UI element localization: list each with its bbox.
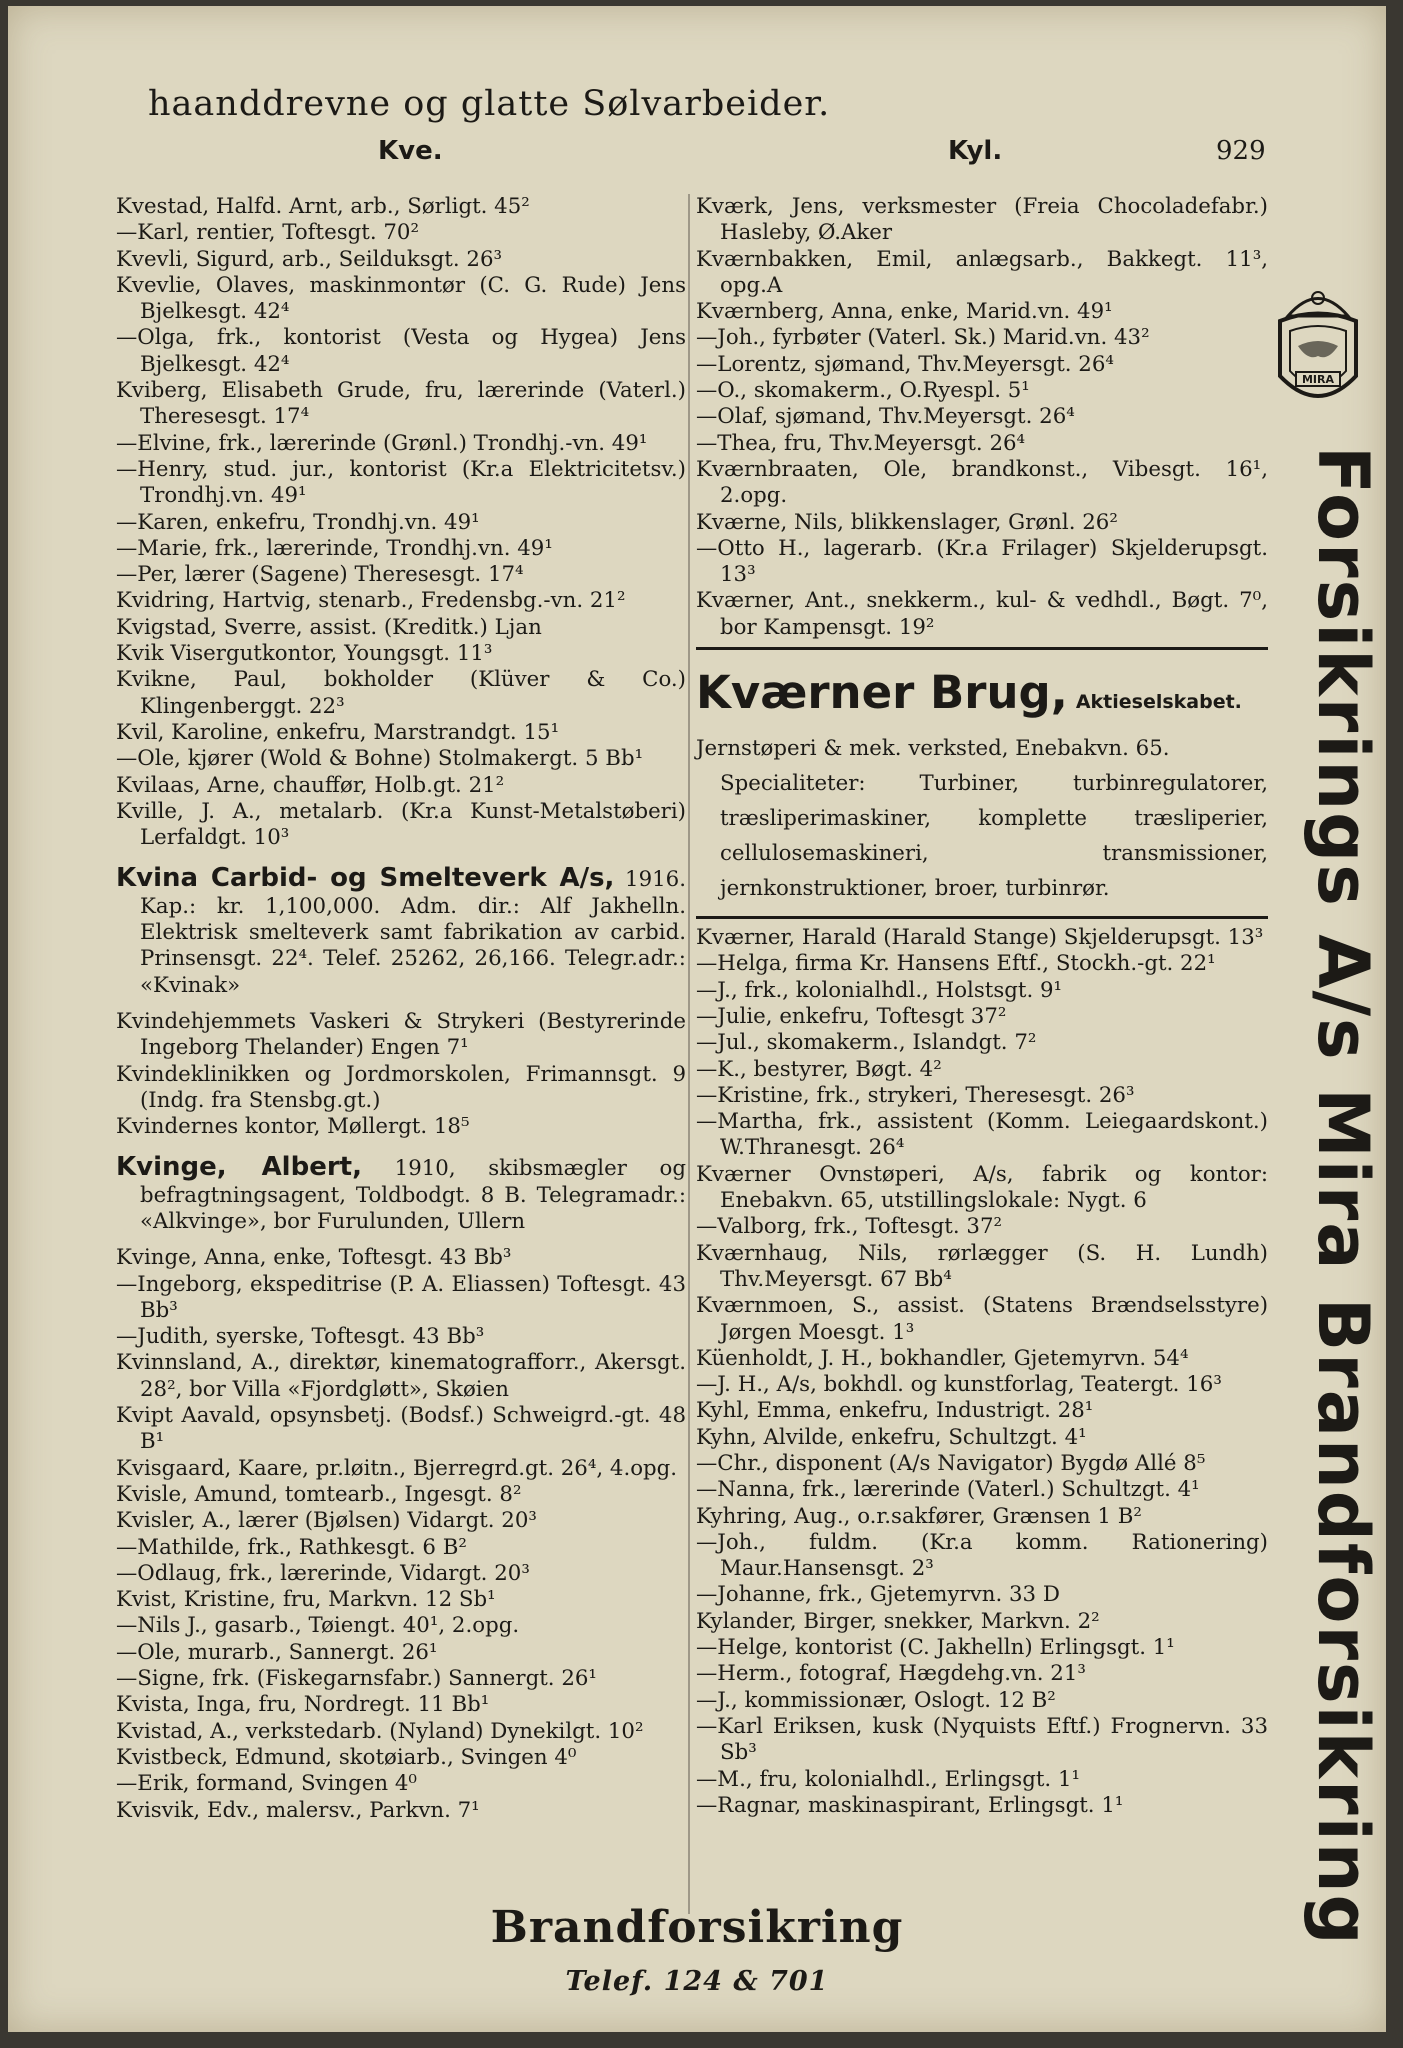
directory-entry: Kvestad, Halfd. Arnt, arb., Sørligt. 45² — [116, 194, 530, 219]
bottom-ad-phone: Telef. 124 & 701 — [565, 1966, 829, 1997]
directory-entry: —Mathilde, frk., Rathkesgt. 6 B² — [116, 1534, 467, 1560]
ad-line-1: Jernstøperi & mek. verksted, Enebakvn. 65. — [696, 736, 1170, 762]
header-left: Kve. — [378, 136, 443, 166]
directory-entry: —Joh., fuldm. (Kr.a komm. Rationering) Maur.Hansensgt. 2³ — [696, 1529, 1268, 1582]
directory-entry: —Ole, murarb., Sannergt. 26¹ — [116, 1639, 438, 1665]
directory-entry: Kvisvik, Edv., malersv., Parkvn. 7¹ — [116, 1797, 480, 1823]
directory-entry: —M., fru, kolonialhdl., Erlingsgt. 1¹ — [696, 1766, 1081, 1792]
directory-entry: Kværnmoen, S., assist. (Statens Brændselsstyre) Jørgen Moesgt. 1³ — [696, 1293, 1268, 1345]
directory-entry: —Marie, frk., lærerinde, Trondhj.vn. 49¹ — [116, 535, 553, 561]
directory-entry: Kyhl, Emma, enkefru, Industrigt. 28¹ — [696, 1398, 1094, 1424]
directory-entry: Kvevlie, Olaves, maskinmontør (C. G. Rude) Jens Bjelkesgt. 42⁴ — [116, 272, 686, 325]
directory-entry: Kværner, Harald (Harald Stange) Skjelderupsgt. 13³ — [696, 925, 1264, 951]
directory-entry: Kvindeklinikken og Jordmorskolen, Frimannsgt. 9 (Indg. fra Stensbg.gt.) — [116, 1061, 686, 1113]
left-column — [116, 194, 686, 1824]
directory-entry: —O., skomakerm., O.Ryespl. 5¹ — [696, 378, 1030, 404]
directory-entry: Kværnhaug, Nils, rørlægger (S. H. Lundh) Thv.Meyersgt. 67 Bb⁴ — [696, 1240, 1268, 1292]
column-divider — [688, 194, 690, 1914]
directory-entry: Kværnbakken, Emil, anlægsarb., Bakkegt. 11³, opg.A — [696, 246, 1268, 298]
directory-entry: —Martha, frk., assistent (Komm. Leiegaardskont.) W.Thranesgt. 26⁴ — [696, 1109, 1268, 1161]
directory-entry: —Kristine, frk., strykeri, Theresesgt. 26³ — [696, 1082, 1135, 1108]
directory-entry: —Elvine, frk., lærerinde (Grønl.) Trondhj.-vn. 49¹ — [116, 430, 648, 456]
directory-entry: —Henry, stud. jur., kontorist (Kr.a Elektricitetsv.) Trondhj.vn. 49¹ — [116, 456, 686, 509]
kvina-entry — [116, 865, 686, 998]
directory-entry: —Nanna, frk., lærerinde (Vaterl.) Schultzgt. 4¹ — [696, 1477, 1200, 1503]
directory-entry: Kvinge, Anna, enke, Toftesgt. 43 Bb³ — [116, 1245, 512, 1271]
kvinge-name: Kvinge, Albert, — [116, 1152, 362, 1183]
directory-entry: —K., bestyrer, Bøgt. 4² — [696, 1056, 942, 1082]
kvinge-details: 1910, skibsmægler og befragtningsagent, Toldbodgt. 8 B. Telegramadr.: «Alkvinge», bor Furulunden, Ullern — [140, 1156, 686, 1234]
bottom-ad-title: Brandforsikring — [490, 1902, 904, 1953]
ad-rule-top — [696, 647, 1268, 650]
directory-page — [8, 6, 1386, 2032]
directory-entry: —Ole, kjører (Wold & Bohne) Stolmakergt. 5 Bb¹ — [116, 746, 644, 772]
directory-entry: —J., frk., kolonialhdl., Holstsgt. 9¹ — [696, 977, 1063, 1003]
directory-entry: —Karen, enkefru, Trondhj.vn. 49¹ — [116, 509, 480, 535]
directory-entry: Kylander, Birger, snekker, Markvn. 2² — [696, 1608, 1100, 1634]
top-banner: haanddrevne og glatte Sølvarbeider. — [148, 84, 831, 124]
left-entries-1 — [116, 194, 686, 851]
directory-entry: —J., kommissionær, Oslogt. 12 B² — [696, 1687, 1056, 1713]
ad-body — [696, 731, 1268, 906]
directory-entry: Kvindernes kontor, Møllergt. 18⁵ — [116, 1114, 470, 1140]
directory-entry: —Erik, formand, Svingen 4⁰ — [116, 1771, 417, 1797]
directory-entry: Kvisle, Amund, tomtearb., Ingesgt. 8² — [116, 1481, 522, 1507]
directory-entry: —Herm., fotograf, Hægdehg.vn. 21³ — [696, 1661, 1086, 1687]
directory-entry: Kvevli, Sigurd, arb., Seilduksgt. 26³ — [116, 246, 503, 272]
left-entries-2 — [116, 1009, 686, 1140]
directory-entry: Kyhn, Alvilde, enkefru, Schultzgt. 4¹ — [696, 1424, 1087, 1450]
header-right: Kyl. — [948, 136, 1003, 166]
directory-entry: —J. H., A/s, bokhdl. og kunstforlag, Teatergt. 16³ — [696, 1372, 1222, 1398]
vertical-ad: Forsikrings A/s Mira Brandforsikring — [1302, 446, 1384, 1947]
directory-entry: Kvindehjemmets Vaskeri & Strykeri (Bestyrerinde Ingeborg Thelander) Engen 7¹ — [116, 1008, 686, 1061]
directory-entry: Kvil, Karoline, enkefru, Marstrandgt. 15¹ — [116, 719, 560, 745]
directory-entry: Kvigstad, Sverre, assist. (Kreditk.) Ljan — [116, 614, 542, 640]
directory-entry: —Lorentz, sjømand, Thv.Meyersgt. 26⁴ — [696, 351, 1114, 377]
directory-entry: Kværnberg, Anna, enke, Marid.vn. 49¹ — [696, 299, 1113, 325]
directory-entry: —Joh., fyrbøter (Vaterl. Sk.) Marid.vn. 43² — [696, 325, 1150, 351]
ad-title-text: Kværner Brug, — [696, 666, 1068, 720]
directory-entry: Kvist, Kristine, fru, Markvn. 12 Sb¹ — [116, 1587, 496, 1613]
directory-entry: —Johanne, frk., Gjetemyrvn. 33 D — [696, 1582, 1060, 1608]
directory-entry: Kvik Visergutkontor, Youngsgt. 11³ — [116, 641, 493, 667]
kvina-name: Kvina Carbid- og Smelteverk A/s, — [116, 863, 615, 894]
directory-entry: Kvisler, A., lærer (Bjølsen) Vidargt. 20³ — [116, 1508, 537, 1534]
directory-entry: Kværner Ovnstøperi, A/s, fabrik og kontor: Enebakvn. 65, utstillingslokale: Nygt. 6 — [696, 1161, 1268, 1214]
directory-entry: Kvistad, A., verkstedarb. (Nyland) Dynekilgt. 10² — [116, 1718, 644, 1744]
directory-entry: —Karl Eriksen, kusk (Nyquists Eftf.) Frognervn. 33 Sb³ — [696, 1713, 1268, 1766]
ad-line-2: Specialiteter: Turbiner, turbinregulatorer, træsliperimaskiner, komplette træsliperier, cellulosemaskineri, transmissioner, jernkonstruktioner, broer, turbinrør. — [720, 771, 1268, 902]
kvina-details: 1916. Kap.: kr. 1,100,000. Adm. dir.: Alf Jakhelln. Elektrisk smelteverk samt fabrikation av carbid. Prinsensgt. 22⁴. Telef. 25262, 26,166. Telegr.adr.: «Kvinak» — [140, 867, 686, 998]
directory-entry: Kvistbeck, Edmund, skotøiarb., Svingen 4⁰ — [116, 1744, 577, 1770]
directory-entry: Kværnbraaten, Ole, brandkonst., Vibesgt. 16¹, 2.opg. — [696, 456, 1268, 509]
mira-emblem-icon — [1268, 276, 1368, 426]
directory-entry: Kvista, Inga, fru, Nordregt. 11 Bb¹ — [116, 1692, 490, 1718]
emblem-label: MIRA — [1301, 373, 1335, 386]
directory-entry: —Ingeborg, ekspeditrise (P. A. Eliassen) Toftesgt. 43 Bb³ — [116, 1271, 686, 1323]
directory-entry: —Julie, enkefru, Toftesgt 37² — [696, 1003, 1007, 1029]
directory-entry: Kvilaas, Arne, chauffør, Holb.gt. 21² — [116, 772, 505, 798]
page-number: 929 — [1216, 136, 1266, 166]
ad-title — [696, 664, 1268, 731]
directory-entry: —Helga, firma Kr. Hansens Eftf., Stockh.-gt. 22¹ — [696, 951, 1216, 977]
directory-entry: —Judith, syerske, Toftesgt. 43 Bb³ — [116, 1324, 485, 1350]
directory-entry: —Valborg, frk., Toftesgt. 37² — [696, 1214, 1003, 1240]
directory-entry: Kville, J. A., metalarb. (Kr.a Kunst-Metalstøberi) Lerfaldgt. 10³ — [116, 798, 686, 851]
right-column — [696, 194, 1268, 1819]
directory-entry: Kværk, Jens, verksmester (Freia Chocoladefabr.) Hasleby, Ø.Aker — [696, 194, 1268, 246]
left-entries-3 — [116, 1245, 686, 1824]
directory-entry: —Olga, frk., kontorist (Vesta og Hygea) Jens Bjelkesgt. 42⁴ — [116, 325, 686, 377]
directory-entry: —Nils J., gasarb., Tøiengt. 40¹, 2.opg. — [116, 1613, 520, 1639]
directory-entry: —Otto H., lagerarb. (Kr.a Frilager) Skjelderupsgt. 13³ — [696, 535, 1268, 588]
ad-rule-bottom — [696, 916, 1268, 919]
directory-entry: Kvidring, Hartvig, stenarb., Fredensbg.-vn. 21² — [116, 588, 626, 614]
directory-entry: Kværne, Nils, blikkenslager, Grønl. 26² — [696, 509, 1118, 535]
directory-entry: —Karl, rentier, Toftesgt. 70² — [116, 220, 420, 246]
directory-entry: Kvisgaard, Kaare, pr.løitn., Bjerregrd.gt. 26⁴, 4.opg. — [116, 1455, 678, 1481]
directory-entry: —Thea, fru, Thv.Meyersgt. 26⁴ — [696, 430, 1026, 456]
directory-entry: Kvinnsland, A., direktør, kinematografforr., Akersgt. 28², bor Villa «Fjordgløtt», Skøien — [116, 1350, 686, 1402]
directory-entry: Kviberg, Elisabeth Grude, fru, lærerinde (Vaterl.) Theresesgt. 17⁴ — [116, 378, 686, 430]
directory-entry: —Ragnar, maskinaspirant, Erlingsgt. 1¹ — [696, 1792, 1124, 1818]
directory-entry: Kvikne, Paul, bokholder (Klüver & Co.) Klingenberggt. 22³ — [116, 667, 686, 719]
kvinge-entry — [116, 1154, 686, 1235]
right-entries-2 — [696, 925, 1268, 1819]
directory-entry: —Helge, kontorist (C. Jakhelln) Erlingsgt. 1¹ — [696, 1635, 1175, 1661]
ad-subtitle: Aktieselskabet. — [1075, 691, 1242, 714]
directory-entry: —Chr., disponent (A/s Navigator) Bygdø Allé 8⁵ — [696, 1450, 1206, 1476]
kvaerner-brug-ad — [696, 656, 1268, 910]
directory-entry: —Signe, frk. (Fiskegarnsfabr.) Sannergt. 26¹ — [116, 1666, 597, 1692]
right-entries-1 — [696, 194, 1268, 641]
directory-entry: Kværner, Ant., snekkerm., kul- & vedhdl., Bøgt. 7⁰, bor Kampensgt. 19² — [696, 588, 1268, 640]
directory-entry: Kyhring, Aug., o.r.sakfører, Grænsen 1 B² — [696, 1503, 1142, 1529]
directory-entry: Küenholdt, J. H., bokhandler, Gjetemyrvn. 54⁴ — [696, 1345, 1189, 1371]
directory-entry: —Per, lærer (Sagene) Theresesgt. 17⁴ — [116, 562, 524, 588]
directory-entry: Kvipt Aavald, opsynsbetj. (Bodsf.) Schweigrd.-gt. 48 B¹ — [116, 1403, 686, 1455]
directory-entry: —Odlaug, frk., lærerinde, Vidargt. 20³ — [116, 1560, 530, 1586]
directory-entry: —Jul., skomakerm., Islandgt. 7² — [696, 1030, 1037, 1056]
directory-entry: —Olaf, sjømand, Thv.Meyersgt. 26⁴ — [696, 404, 1075, 430]
